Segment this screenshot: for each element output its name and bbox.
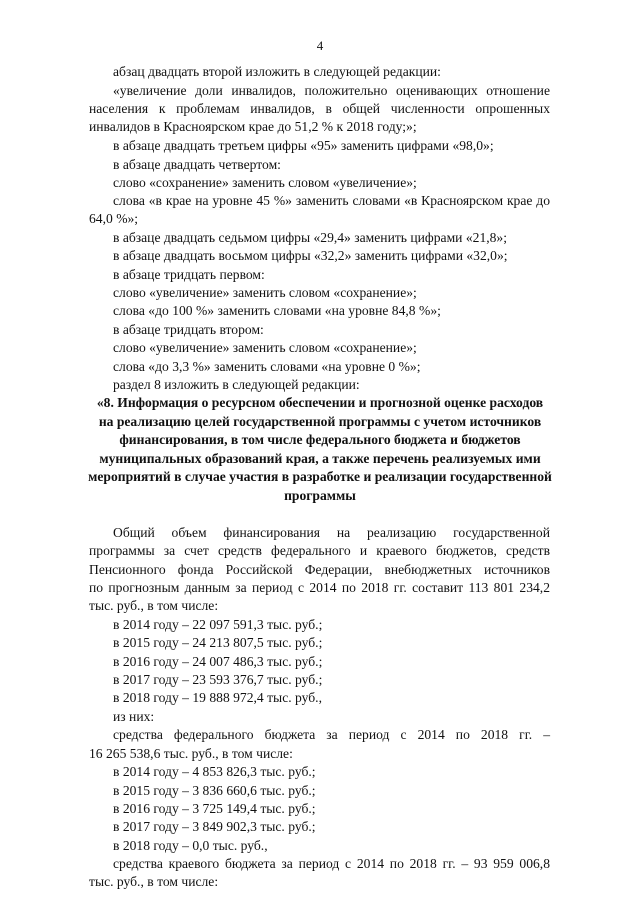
text-line: из них:	[113, 709, 155, 724]
year-amount: в 2015 году – 3 836 660,6 тыс. руб.;	[113, 783, 316, 798]
text-line: слово «увеличение» заменить словом «сохранение»;	[113, 340, 417, 355]
section-heading: муниципальных образований края, а также перечень реализуемых ими	[99, 451, 541, 466]
text-line: в абзаце двадцать седьмом цифры «29,4» заменить цифрами «21,8»;	[113, 230, 508, 245]
text-line: раздел 8 изложить в следующей редакции:	[113, 377, 360, 392]
text-line: тыс. руб., в том числе:	[89, 598, 219, 613]
text-line: слова «в крае на уровне 45 %» заменить словами «в Красноярском крае до	[113, 193, 550, 208]
section-heading: программы	[284, 488, 356, 503]
year-amount: в 2017 году – 3 849 902,3 тыс. руб.;	[113, 819, 316, 834]
year-amount: в 2017 году – 23 593 376,7 тыс. руб.;	[113, 672, 323, 687]
section-heading: финансирования, в том числе федерального бюджета и бюджетов	[119, 432, 521, 447]
text-line: средства федерального бюджета за период с 2014 по 2018 гг. –	[113, 727, 550, 742]
page-number: 4	[316, 38, 324, 53]
section-heading: мероприятий в случае участия в разработке и реализации государственной	[88, 469, 552, 484]
text-line: в абзаце двадцать третьем цифры «95» заменить цифрами «98,0»;	[113, 138, 494, 153]
text-line: средства краевого бюджета за период с 2014 по 2018 гг. – 93 959 006,8	[113, 856, 550, 871]
text-line: слова «до 3,3 %» заменить словами «на уровне 0 %»;	[113, 359, 421, 374]
year-amount: в 2015 году – 24 213 807,5 тыс. руб.;	[113, 635, 323, 650]
text-line: слова «до 100 %» заменить словами «на уровне 84,8 %»;	[113, 303, 441, 318]
year-amount: в 2014 году – 22 097 591,3 тыс. руб.;	[113, 617, 323, 632]
text-line: 16 265 538,6 тыс. руб., в том числе:	[89, 746, 293, 761]
year-amount: в 2018 году – 0,0 тыс. руб.,	[113, 838, 268, 853]
text-line: инвалидов в Красноярском крае до 51,2 % к 2018 году;»;	[89, 119, 417, 134]
text-line: по прогнозным данным за период с 2014 по 2018 гг. составит 113 801 234,2	[89, 580, 550, 595]
year-amount: в 2018 году – 19 888 972,4 тыс. руб.,	[113, 690, 322, 705]
year-amount: в 2016 году – 24 007 486,3 тыс. руб.;	[113, 654, 323, 669]
text-line: 64,0 %»;	[89, 211, 139, 226]
text-line: слово «сохранение» заменить словом «увеличение»;	[113, 175, 417, 190]
text-line: программы за счет средств федерального и краевого бюджетов, средств	[89, 543, 550, 558]
section-heading: на реализацию целей государственной программы с учетом источников	[98, 414, 542, 429]
text-line: Общий объем финансирования на реализацию государственной	[113, 525, 550, 540]
text-line: в абзаце тридцать первом:	[113, 267, 265, 282]
text-line: «увеличение доли инвалидов, положительно оценивающих отношение	[113, 83, 550, 98]
text-line: в абзаце двадцать четвертом:	[113, 157, 281, 172]
text-line: населения к проблемам инвалидов, в общей численности опрошенных	[89, 101, 550, 116]
text-line: слово «увеличение» заменить словом «сохранение»;	[113, 285, 417, 300]
text-line: Пенсионного фонда Российской Федерации, внебюджетных источников	[89, 562, 550, 577]
text-line: тыс. руб., в том числе:	[89, 874, 219, 889]
year-amount: в 2016 году – 3 725 149,4 тыс. руб.;	[113, 801, 316, 816]
text-line: абзац двадцать второй изложить в следующей редакции:	[113, 64, 441, 79]
section-heading: «8. Информация о ресурсном обеспечении и прогнозной оценке расходов	[96, 395, 544, 410]
text-line: в абзаце тридцать втором:	[113, 322, 264, 337]
year-amount: в 2014 году – 4 853 826,3 тыс. руб.;	[113, 764, 316, 779]
text-line: в абзаце двадцать восьмом цифры «32,2» заменить цифрами «32,0»;	[113, 248, 508, 263]
